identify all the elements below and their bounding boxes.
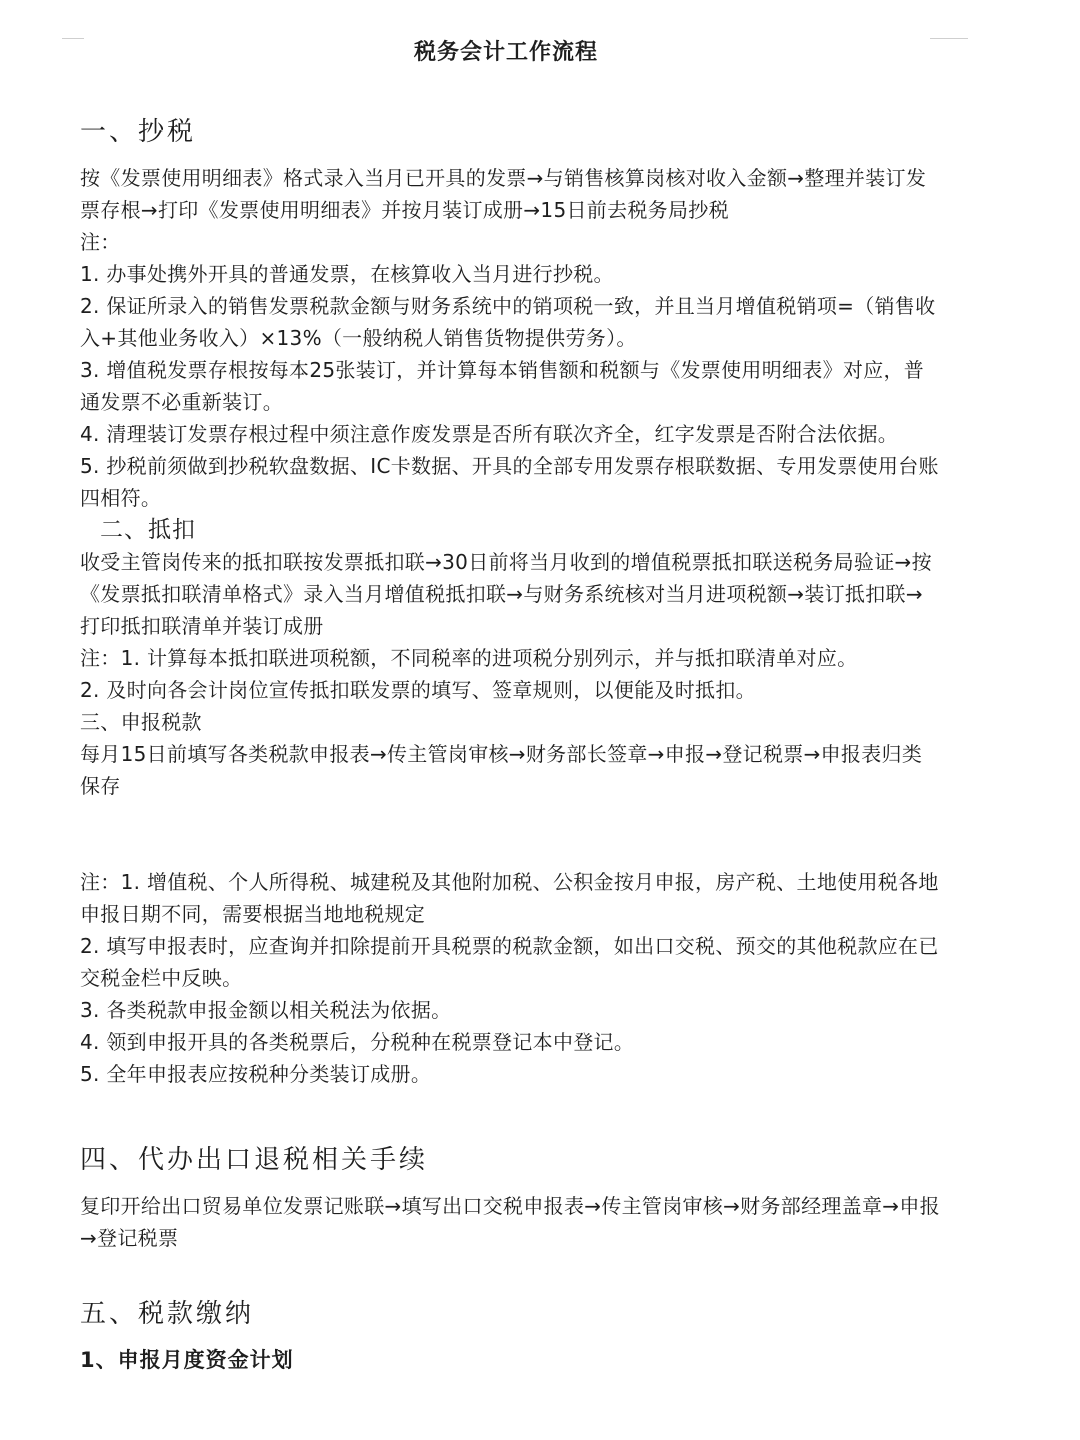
section-3-note: 4. 领到申报开具的各类税票后，分税种在税票登记本中登记。 — [80, 1030, 635, 1054]
section-3-note: 2. 填写申报表时，应查询并扣除提前开具税票的税款金额，如出口交税、预交的其他税款应在已交税金栏中反映。 — [80, 934, 939, 990]
section-heading-jiaona: 五、税款缴纳 — [80, 1299, 255, 1329]
section-heading-dikou: 二、抵扣 — [100, 517, 196, 543]
section-1-notes-label: 注： — [80, 230, 121, 254]
section-1-note: 4. 清理装订发票存根过程中须注意作废发票是否所有联次齐全，红字发票是否附合法依据。 — [80, 422, 899, 446]
section-2-note: 注：1. 计算每本抵扣联进项税额，不同税率的进项税分别列示，并与抵扣联清单对应。 — [80, 646, 858, 670]
section-2-flow: 收受主管岗传来的抵扣联按发票抵扣联→30日前将当月收到的增值税票抵扣联送税务局验证→按《发票抵扣联清单格式》录入当月增值税抵扣联→与财务系统核对当月进项税额→装订抵扣联→打印抵扣联清单并装订成册 — [80, 550, 932, 638]
section-3-note: 3. 各类税款申报金额以相关税法为依据。 — [80, 998, 452, 1022]
section-1-note: 3. 增值税发票存根按每本25张装订，并计算每本销售额和税额与《发票使用明细表》对应，普通发票不必重新装订。 — [80, 358, 925, 414]
section-4-flow: 复印开给出口贸易单位发票记账联→填写出口交税申报表→传主管岗审核→财务部经理盖章→申报→登记税票 — [80, 1194, 940, 1250]
section-1-flow: 按《发票使用明细表》格式录入当月已开具的发票→与销售核算岗核对收入金额→整理并装订发票存根→打印《发票使用明细表》并按月装订成册→15日前去税务局抄税 — [80, 166, 927, 222]
section-heading-shenbao: 三、申报税款 — [80, 710, 202, 734]
section-1-note: 2. 保证所录入的销售发票税款金额与财务系统中的销项税一致，并且当月增值税销项=（销售收入+其他业务收入）×13%（一般纳税人销售货物提供劳务）。 — [80, 294, 936, 350]
document-body — [80, 112, 940, 1376]
section-1-note: 1. 办事处携外开具的普通发票，在核算收入当月进行抄税。 — [80, 262, 614, 286]
document-title: 税务会计工作流程 — [413, 40, 598, 65]
section-heading-chaoshui: 一、抄税 — [80, 117, 197, 147]
section-3-flow: 每月15日前填写各类税款申报表→传主管岗审核→财务部长签章→申报→登记税票→申报表归类保存 — [80, 742, 923, 798]
section-heading-tuishui: 四、代办出口退税相关手续 — [80, 1145, 429, 1175]
section-2-note: 2. 及时向各会计岗位宣传抵扣联发票的填写、签章规则，以便能及时抵扣。 — [80, 678, 756, 702]
section-5-subheading: 1、申报月度资金计划 — [80, 1348, 294, 1372]
section-3-note: 5. 全年申报表应按税种分类装订成册。 — [80, 1062, 432, 1086]
section-3-note: 注：1. 增值税、个人所得税、城建税及其他附加税、公积金按月申报，房产税、土地使用税各地申报日期不同，需要根据当地地税规定 — [80, 870, 939, 926]
section-1-note: 5. 抄税前须做到抄税软盘数据、IC卡数据、开具的全部专用发票存根联数据、专用发票使用台账四相符。 — [80, 454, 939, 510]
